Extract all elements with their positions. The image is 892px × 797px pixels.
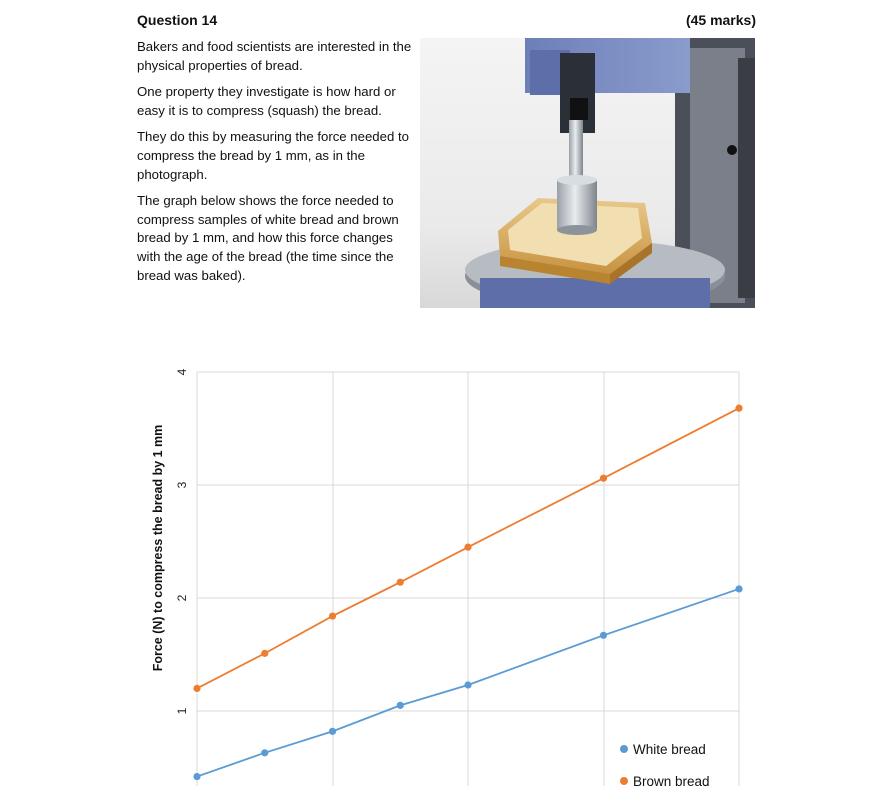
- question-text: [137, 38, 412, 293]
- chart-legend: [620, 733, 710, 797]
- data-point-brown-bread: [261, 650, 268, 657]
- data-point-white-bread: [397, 702, 404, 709]
- data-point-white-bread: [600, 632, 607, 639]
- bread-tester-photo: [420, 38, 755, 308]
- paragraph: They do this by measuring the force needed to compress the bread by 1 mm, as in the photograph.: [137, 129, 409, 182]
- series-line-brown-bread: [197, 408, 739, 688]
- data-point-white-bread: [329, 728, 336, 735]
- data-point-white-bread: [193, 773, 200, 780]
- data-point-brown-bread: [735, 405, 742, 412]
- data-point-brown-bread: [600, 475, 607, 482]
- question-title: Question 14: [137, 12, 218, 28]
- data-point-brown-bread: [329, 612, 336, 619]
- legend-marker-white: [620, 745, 628, 753]
- paragraph: The graph below shows the force needed to compress samples of white bread and brown bread by 1 mm, and how this force changes with the age of the bread (the time since the bread was baked).: [137, 193, 399, 283]
- data-point-brown-bread: [464, 544, 471, 551]
- bread-tester-illustration: [420, 38, 755, 308]
- question-marks: (45 marks): [685, 12, 756, 28]
- y-tick-label: 2: [175, 594, 189, 602]
- legend-marker-brown: [620, 777, 628, 785]
- data-point-brown-bread: [193, 685, 200, 692]
- legend-label: Brown bread: [633, 773, 710, 789]
- y-tick-label: 3: [175, 481, 189, 489]
- y-tick-label: 1: [175, 707, 189, 715]
- paragraph: Bakers and food scientists are interested in the physical properties of bread.: [137, 39, 412, 73]
- data-point-white-bread: [261, 749, 268, 756]
- data-point-brown-bread: [397, 579, 404, 586]
- legend-item-white: [620, 733, 710, 765]
- legend-label: White bread: [633, 741, 706, 757]
- y-axis-label: Force (N) to compress the bread by 1 mm: [151, 424, 165, 672]
- legend-item-brown: [620, 765, 710, 797]
- y-tick-label: 4: [175, 368, 189, 376]
- data-point-white-bread: [464, 681, 471, 688]
- data-point-white-bread: [735, 585, 742, 592]
- paragraph: One property they investigate is how hard or easy it is to compress (squash) the bread.: [137, 84, 396, 118]
